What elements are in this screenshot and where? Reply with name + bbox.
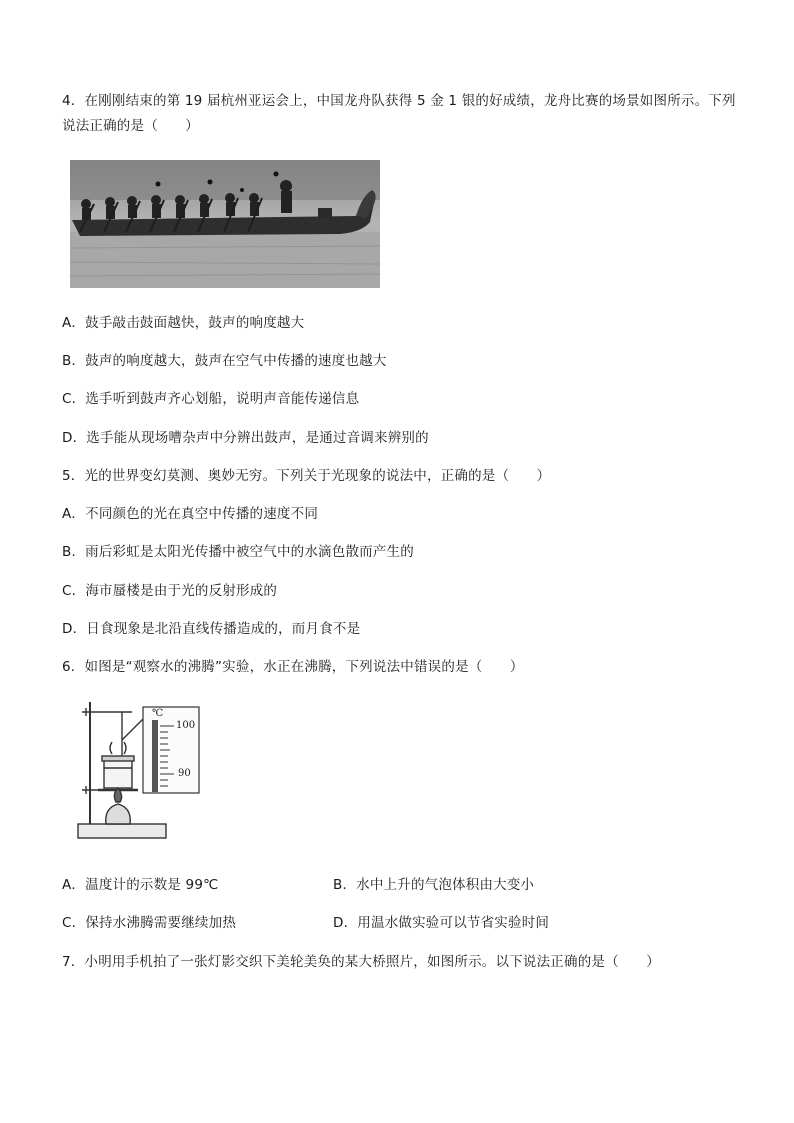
q6-row-2 [62, 914, 550, 932]
q4-option-b: B．鼓声的响度越大，鼓声在空气中传播的速度也越大 [62, 353, 387, 369]
q4-option-d: D．选手能从现场嘈杂声中分辨出鼓声，是通过音调来辨别的 [62, 430, 429, 446]
q7-stem: 7．小明用手机拍了一张灯影交织下美轮美奂的某大桥照片，如图所示。以下说法正确的是（ ） [62, 954, 660, 970]
q4-option-a: A．鼓手敲击鼓面越快，鼓声的响度越大 [62, 315, 305, 331]
q5-stem: 5．光的世界变幻莫测、奥妙无穷。下列关于光现象的说法中，正确的是（ ） [62, 468, 551, 484]
q5-option-b: B．雨后彩虹是太阳光传播中被空气中的水滴色散而产生的 [62, 544, 414, 560]
boiling-experiment-figure [66, 698, 206, 848]
q5-option-a: A．不同颜色的光在真空中传播的速度不同 [62, 506, 319, 522]
thermometer-label-bottom: 90 [178, 768, 191, 779]
q6-option-c: C．保持水沸腾需要继续加热 [62, 915, 237, 931]
q5-option-d: D．日食现象是北沿直线传播造成的，而月食不是 [62, 621, 361, 637]
q4-stem-line1: 4．在刚刚结束的第 19 届杭州亚运会上，中国龙舟队获得 5 金 1 银的好成绩，龙舟比赛的场景如图所示。下列 [62, 93, 736, 109]
q6-option-d: D．用温水做实验可以节省实验时间 [333, 915, 550, 931]
q4-option-c: C．选手听到鼓声齐心划船，说明声音能传递信息 [62, 391, 360, 407]
q6-stem: 6．如图是“观察水的沸腾”实验，水正在沸腾，下列说法中错误的是（ ） [62, 659, 524, 675]
dragon-boat-photo [70, 160, 380, 288]
thermometer-unit: ℃ [152, 708, 164, 719]
thermometer-label-top: 100 [176, 720, 196, 731]
q6-row-1 [62, 876, 535, 894]
q6-option-a: A．温度计的示数是 99℃ [62, 877, 219, 893]
q4-stem-line2: 说法正确的是（ ） [62, 118, 199, 134]
q6-option-b: B．水中上升的气泡体积由大变小 [333, 877, 535, 893]
q5-option-c: C．海市蜃楼是由于光的反射形成的 [62, 583, 278, 599]
